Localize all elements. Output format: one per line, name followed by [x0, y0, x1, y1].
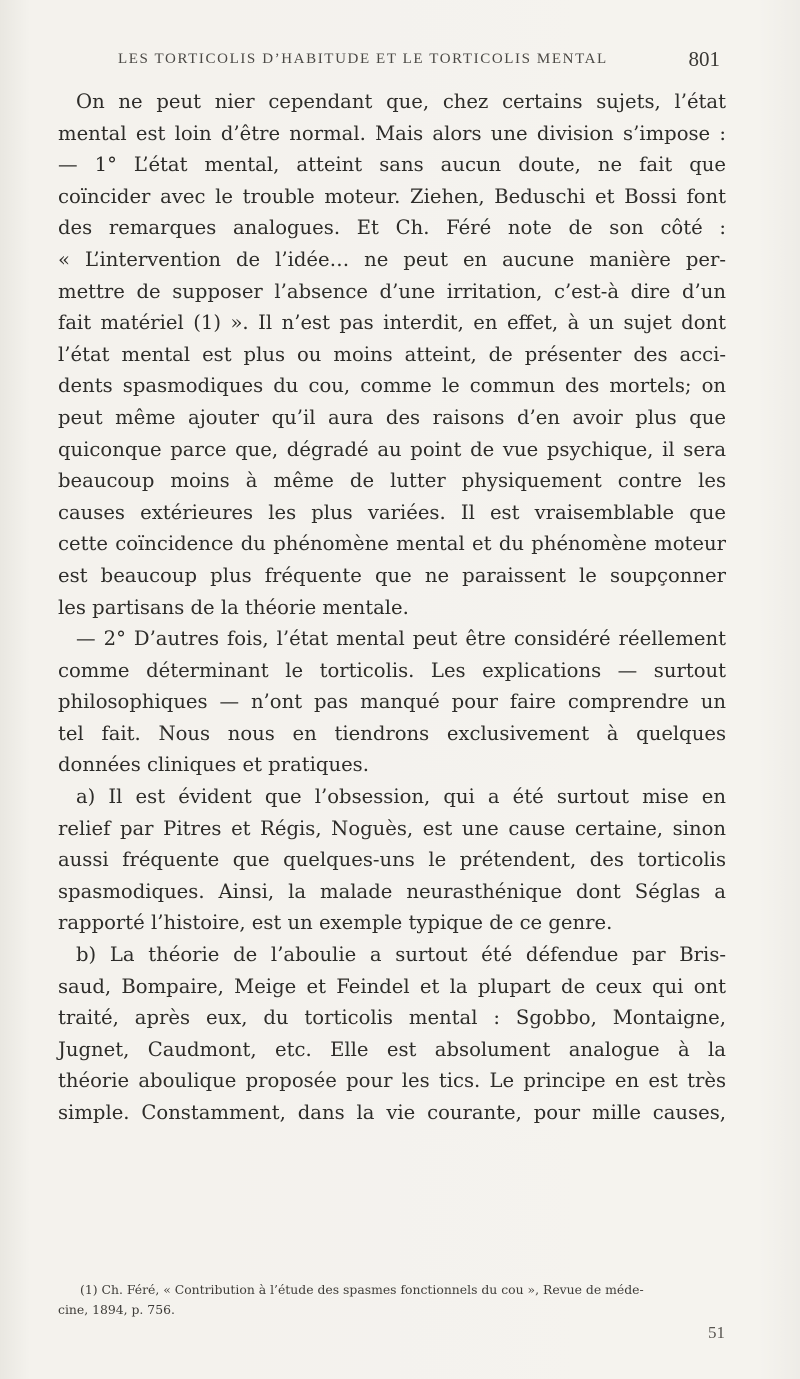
text-line: — 2° D’autres fois, l’état mental peut être considéré réellement [76, 627, 726, 651]
text-line: beaucoup moins à même de lutter physiquement contre les [58, 469, 726, 493]
text-line: l’état mental est plus ou moins atteint, de présenter des acci- [58, 342, 726, 366]
page-header [118, 47, 718, 73]
text-line: causes extérieures les plus variées. Il est vraisemblable que [58, 500, 726, 524]
footnote-line: cine, 1894, p. 756. [58, 1302, 175, 1317]
text-line: dents spasmodiques du cou, comme le commun des mortels; on [58, 374, 726, 398]
footnote-line: (1) Ch. Féré, « Contribution à l’étude des spasmes fonctionnels du cou », Revue de méde- [80, 1282, 644, 1297]
text-line: simple. Constamment, dans la vie courante, pour mille causes, [58, 1101, 726, 1124]
text-line: « L’intervention de l’idée… ne peut en aucune manière per- [58, 247, 726, 271]
footnote [58, 1280, 726, 1320]
text-line: cette coïncidence du phénomène mental et du phénomène moteur [58, 532, 726, 556]
text-line: données cliniques et pratiques. [58, 753, 369, 777]
running-head: LES TORTICOLIS D’HABITUDE ET LE TORTICOLIS MENTAL [118, 51, 608, 67]
text-line: aussi fréquente que quelques-uns le prétendent, des torticolis [58, 848, 726, 872]
text-line: a) Il est évident que l’obsession, qui a été surtout mise en [76, 785, 726, 809]
text-line: théorie aboulique proposée pour les tics. Le principe en est très [58, 1069, 726, 1093]
text-line: des remarques analogues. Et Ch. Féré note de son côté : [58, 216, 726, 240]
text-line: les partisans de la théorie mentale. [58, 595, 409, 619]
text-line: peut même ajouter qu’il aura des raisons d’en avoir plus que [58, 405, 726, 429]
text-line: spasmodiques. Ainsi, la malade neurasthénique dont Séglas a [58, 879, 726, 903]
text-line: On ne peut nier cependant que, chez certains sujets, l’état [76, 90, 726, 113]
signature-mark: 51 [708, 1323, 725, 1342]
text-line: est beaucoup plus fréquente que ne paraissent le soupçonner [58, 563, 726, 587]
text-line: mental est loin d’être normal. Mais alors une division s’impose : [58, 121, 726, 145]
page-number: 801 [688, 47, 720, 71]
text-line: traité, après eux, du torticolis mental : Sgobbo, Montaigne, [58, 1006, 726, 1030]
text-line: mettre de supposer l’absence d’une irritation, c’est-à dire d’un [58, 279, 726, 303]
text-line: fait matériel (1) ». Il n’est pas interdit, en effet, à un sujet dont [58, 311, 726, 335]
text-line: comme déterminant le torticolis. Les explications — surtout [58, 658, 726, 682]
text-line: saud, Bompaire, Meige et Feindel et la plupart de ceux qui ont [58, 974, 726, 998]
text-line: quiconque parce que, dégradé au point de vue psychique, il sera [58, 437, 726, 461]
body-text [58, 86, 726, 1129]
text-line: philosophiques — n’ont pas manqué pour faire comprendre un [58, 690, 726, 714]
text-line: tel fait. Nous nous en tiendrons exclusivement à quelques [58, 721, 726, 745]
text-line: relief par Pitres et Régis, Noguès, est une cause certaine, sinon [58, 816, 726, 840]
text-line: rapporté l’histoire, est un exemple typique de ce genre. [58, 911, 613, 935]
text-line: Jugnet, Caudmont, etc. Elle est absolument analogue à la [58, 1037, 726, 1061]
text-line: coïncider avec le trouble moteur. Ziehen, Beduschi et Bossi font [58, 184, 726, 208]
text-line: — 1° L’état mental, atteint sans aucun doute, ne fait que [58, 153, 726, 177]
text-line: b) La théorie de l’aboulie a surtout été défendue par Bris- [76, 943, 726, 967]
